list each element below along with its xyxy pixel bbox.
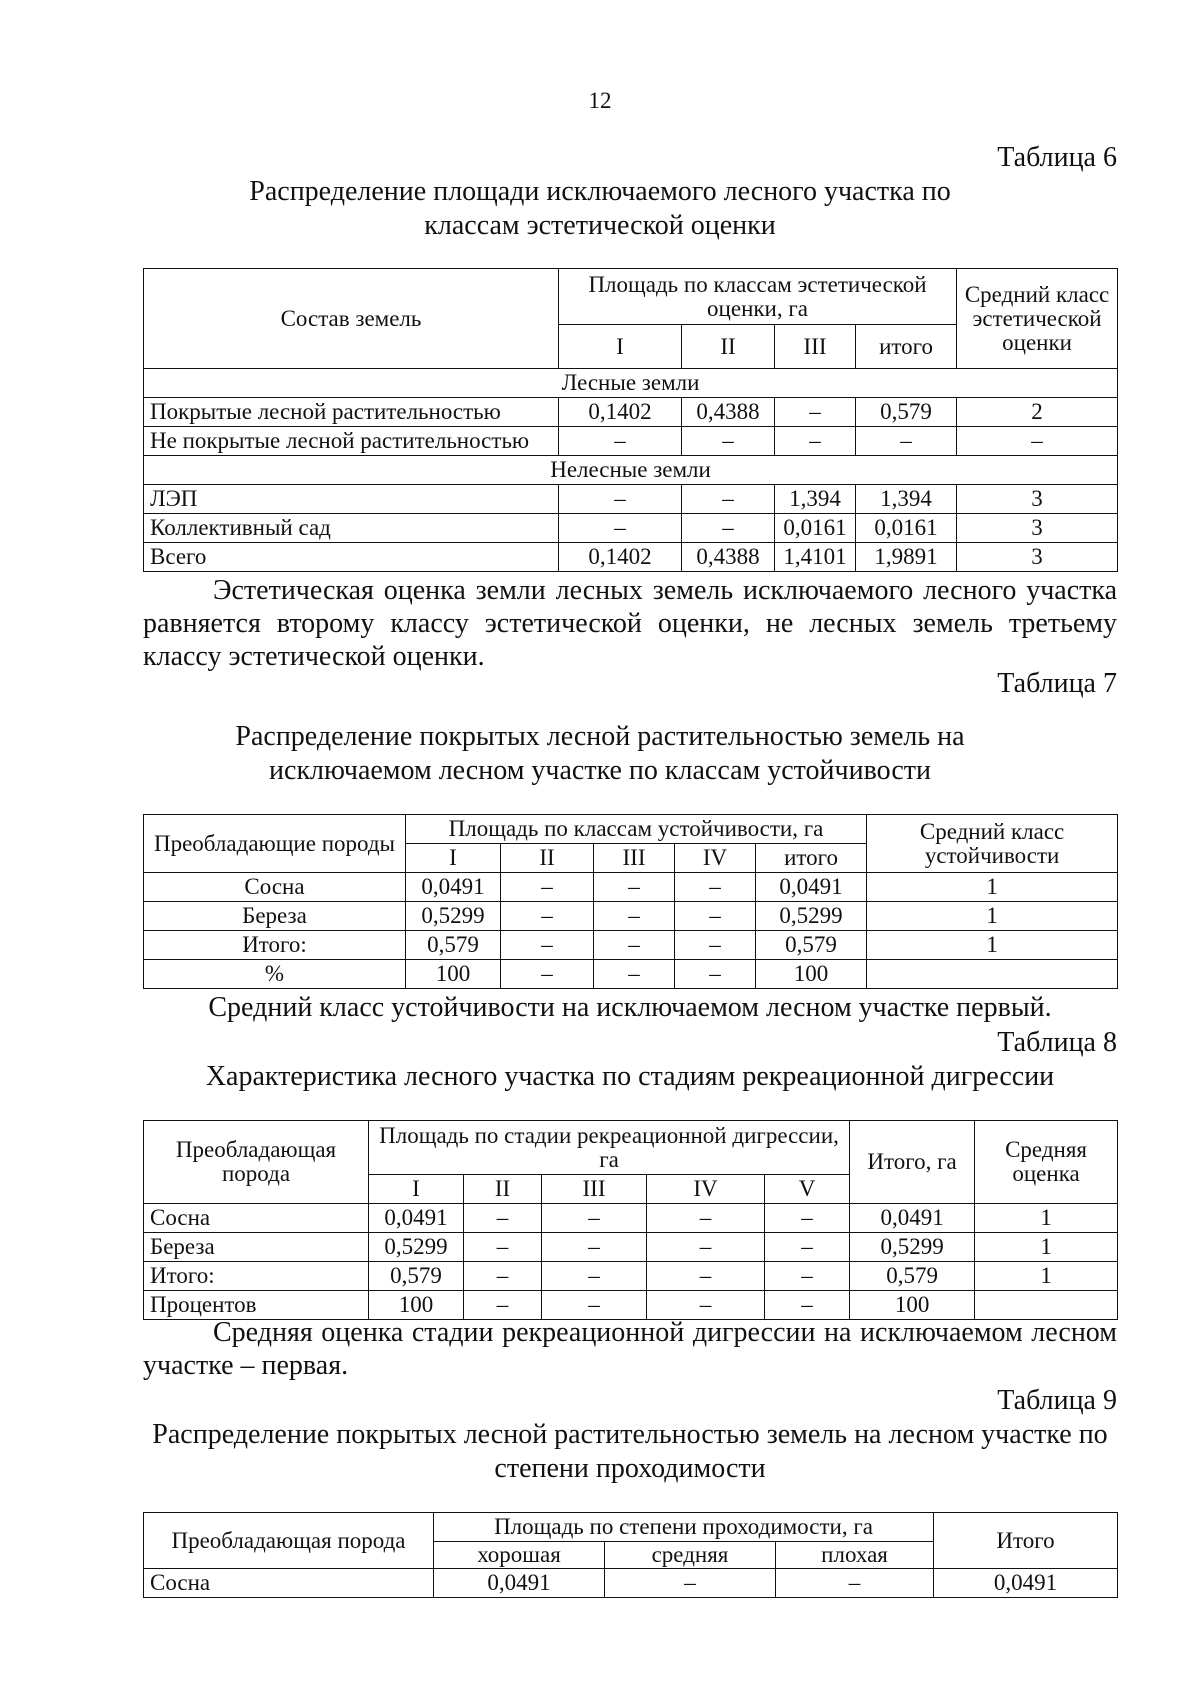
table-row [144, 1233, 1118, 1262]
t7-cell: 1 [867, 873, 1118, 902]
t7-cell: – [594, 873, 675, 902]
t8-cell: – [464, 1204, 542, 1233]
table-row [144, 398, 1118, 427]
t7-cell: 100 [406, 960, 501, 989]
t7-cell: Сосна [144, 873, 406, 902]
t8-cell: Береза [144, 1233, 369, 1262]
t8-cell: 0,0491 [369, 1204, 464, 1233]
t8-cell: 1 [975, 1204, 1118, 1233]
t8-cell: – [647, 1262, 765, 1291]
t9-cell: Сосна [144, 1569, 434, 1598]
t8-cell: Итого: [144, 1262, 369, 1291]
table-row [144, 1262, 1118, 1291]
t8-sub-header: V [765, 1175, 850, 1204]
t7-header-area-group: Площадь по классам устойчивости, га [406, 815, 867, 844]
t8-sub-header: IV [647, 1175, 765, 1204]
t6-cell: – [856, 427, 957, 456]
t8-cell: 0,5299 [369, 1233, 464, 1262]
t7-cell: – [501, 902, 594, 931]
table-row [144, 960, 1118, 989]
table6 [143, 268, 1118, 572]
t6-cell: Покрытые лесной растительностью [144, 398, 559, 427]
t6-cell: – [559, 427, 682, 456]
t8-cell: Сосна [144, 1204, 369, 1233]
t6-header-area-group: Площадь по классам эстетической оценки, га [559, 269, 957, 325]
t6-cell: – [775, 427, 856, 456]
table-row [144, 485, 1118, 514]
t8-header-total: Итого, га [850, 1121, 975, 1204]
t6-header-composition: Состав земель [144, 269, 559, 369]
t6-cell: 0,4388 [682, 543, 775, 572]
t6-cell: 3 [957, 485, 1118, 514]
t7-sub-header: III [594, 844, 675, 873]
t6-section-forest: Лесные земли [144, 369, 1118, 398]
t8-cell: 0,579 [850, 1262, 975, 1291]
t7-cell [867, 960, 1118, 989]
table-row [144, 1204, 1118, 1233]
t6-cell: – [682, 485, 775, 514]
t6-cell: – [682, 427, 775, 456]
t9-header-area-group: Площадь по степени проходимости, га [434, 1513, 934, 1542]
t9-cell: 0,0491 [434, 1569, 605, 1598]
table-row [144, 427, 1118, 456]
t8-header-avg: Средняя оценка [975, 1121, 1118, 1204]
t7-cell: 0,5299 [756, 902, 867, 931]
t8-cell: – [765, 1291, 850, 1320]
t8-cell: 0,0491 [850, 1204, 975, 1233]
table6-label: Таблица 6 [997, 142, 1117, 173]
t9-sub-header: хорошая [434, 1542, 605, 1569]
t6-cell: – [559, 514, 682, 543]
t8-cell: 100 [369, 1291, 464, 1320]
t7-cell: 0,0491 [406, 873, 501, 902]
table8-label: Таблица 8 [997, 1027, 1117, 1058]
t8-cell: – [542, 1204, 647, 1233]
t6-header-avg-class: Средний класс эстетической оценки [957, 269, 1118, 369]
table-row [144, 931, 1118, 960]
t7-cell: 0,5299 [406, 902, 501, 931]
t6-cell: – [682, 514, 775, 543]
t7-cell: 0,0491 [756, 873, 867, 902]
table-row [144, 514, 1118, 543]
t6-cell: Всего [144, 543, 559, 572]
table-row [144, 873, 1118, 902]
t8-sub-header: II [464, 1175, 542, 1204]
t7-cell: – [594, 931, 675, 960]
table7-note: Средний класс устойчивости на исключаемом лесном участке первый. [208, 992, 1052, 1023]
t6-cell: 0,4388 [682, 398, 775, 427]
t7-cell: – [594, 960, 675, 989]
t6-cell: ЛЭП [144, 485, 559, 514]
t8-cell: – [765, 1233, 850, 1262]
t8-cell: – [542, 1291, 647, 1320]
t6-cell: 3 [957, 514, 1118, 543]
t8-cell: – [542, 1262, 647, 1291]
t7-cell: 0,579 [406, 931, 501, 960]
t8-cell: 0,5299 [850, 1233, 975, 1262]
t6-cell: 1,394 [856, 485, 957, 514]
t6-cell: – [559, 485, 682, 514]
t6-sub-header: I [559, 325, 682, 369]
t6-cell: 2 [957, 398, 1118, 427]
t7-sub-header: итого [756, 844, 867, 873]
t8-sub-header: III [542, 1175, 647, 1204]
t7-cell: 100 [756, 960, 867, 989]
t9-cell: 0,0491 [934, 1569, 1118, 1598]
t8-cell: 0,579 [369, 1262, 464, 1291]
t8-cell: – [542, 1233, 647, 1262]
t6-cell: 3 [957, 543, 1118, 572]
t6-section-nonforest: Нелесные земли [144, 456, 1118, 485]
t7-cell: – [594, 902, 675, 931]
t6-cell: 0,0161 [856, 514, 957, 543]
t6-cell: 0,579 [856, 398, 957, 427]
t7-header-species: Преобладающие породы [144, 815, 406, 873]
t8-cell: – [464, 1291, 542, 1320]
t8-cell: – [765, 1262, 850, 1291]
t9-header-species: Преобладающая порода [144, 1513, 434, 1569]
t7-cell: 1 [867, 931, 1118, 960]
t9-cell: – [776, 1569, 934, 1598]
t6-cell: 0,0161 [775, 514, 856, 543]
t9-cell: – [605, 1569, 776, 1598]
t6-cell: Коллективный сад [144, 514, 559, 543]
t7-cell: 1 [867, 902, 1118, 931]
t7-cell: Итого: [144, 931, 406, 960]
t9-sub-header: плохая [776, 1542, 934, 1569]
t8-cell: 1 [975, 1233, 1118, 1262]
table7 [143, 814, 1118, 989]
paragraph: Эстетическая оценка земли лесных земель исключаемого лесного участка равняется второму классу эстетической оценки, не лесных земель третьему классу эстетической оценки. [143, 575, 1117, 672]
t7-cell: – [675, 960, 756, 989]
page-number: 12 [588, 88, 612, 113]
t7-cell: – [501, 931, 594, 960]
t7-cell: % [144, 960, 406, 989]
table9-title: Распределение покрытых лесной растительностью земель на лесном участке по степени проходимости [152, 1419, 1108, 1484]
table-row [144, 543, 1118, 572]
table9-label: Таблица 9 [997, 1385, 1117, 1416]
t6-sub-header: II [682, 325, 775, 369]
t6-cell: – [775, 398, 856, 427]
t8-cell: – [464, 1233, 542, 1262]
t8-cell: – [647, 1204, 765, 1233]
t7-cell: – [675, 902, 756, 931]
t9-sub-header: средняя [605, 1542, 776, 1569]
t8-cell: 1 [975, 1262, 1118, 1291]
table6-title: Распределение площади исключаемого лесного участка по классам эстетической оценки [249, 176, 951, 241]
t8-cell: – [464, 1262, 542, 1291]
t7-cell: 0,579 [756, 931, 867, 960]
table8 [143, 1120, 1118, 1320]
t8-cell: – [765, 1204, 850, 1233]
table8-title: Характеристика лесного участка по стадиям рекреационной дигрессии [205, 1061, 1055, 1092]
t6-cell: 1,394 [775, 485, 856, 514]
t6-cell: 1,4101 [775, 543, 856, 572]
t9-header-total: Итого [934, 1513, 1118, 1569]
t6-cell: – [957, 427, 1118, 456]
t7-sub-header: II [501, 844, 594, 873]
t6-cell: 0,1402 [559, 543, 682, 572]
t7-cell: – [675, 931, 756, 960]
t7-cell: – [501, 960, 594, 989]
t8-cell: 100 [850, 1291, 975, 1320]
t7-cell: – [675, 873, 756, 902]
t7-header-avg-class: Средний класс устойчивости [867, 815, 1118, 873]
t6-cell: 1,9891 [856, 543, 957, 572]
t7-sub-header: IV [675, 844, 756, 873]
t8-header-area-group: Площадь по стадии рекреационной дигрессии, га [369, 1121, 850, 1175]
table-row [144, 1569, 1118, 1598]
table6-note [143, 574, 1117, 673]
table7-label: Таблица 7 [997, 668, 1117, 699]
t7-cell: Береза [144, 902, 406, 931]
t7-cell: – [501, 873, 594, 902]
t8-cell: – [647, 1291, 765, 1320]
t6-sub-header: III [775, 325, 856, 369]
table7-title: Распределение покрытых лесной растительностью земель на исключаемом лесном участке по классам устойчивости [235, 721, 965, 786]
t6-cell: Не покрытые лесной растительностью [144, 427, 559, 456]
table-row [144, 902, 1118, 931]
t8-header-species: Преобладающая порода [144, 1121, 369, 1204]
t7-sub-header: I [406, 844, 501, 873]
t6-sub-header: итого [856, 325, 957, 369]
t8-cell: Процентов [144, 1291, 369, 1320]
table9 [143, 1512, 1118, 1598]
t8-sub-header: I [369, 1175, 464, 1204]
table8-note [143, 1316, 1117, 1382]
t6-cell: 0,1402 [559, 398, 682, 427]
paragraph: Средняя оценка стадии рекреационной дигрессии на исключаемом лесном участке – первая. [143, 1317, 1117, 1381]
t8-cell: – [647, 1233, 765, 1262]
